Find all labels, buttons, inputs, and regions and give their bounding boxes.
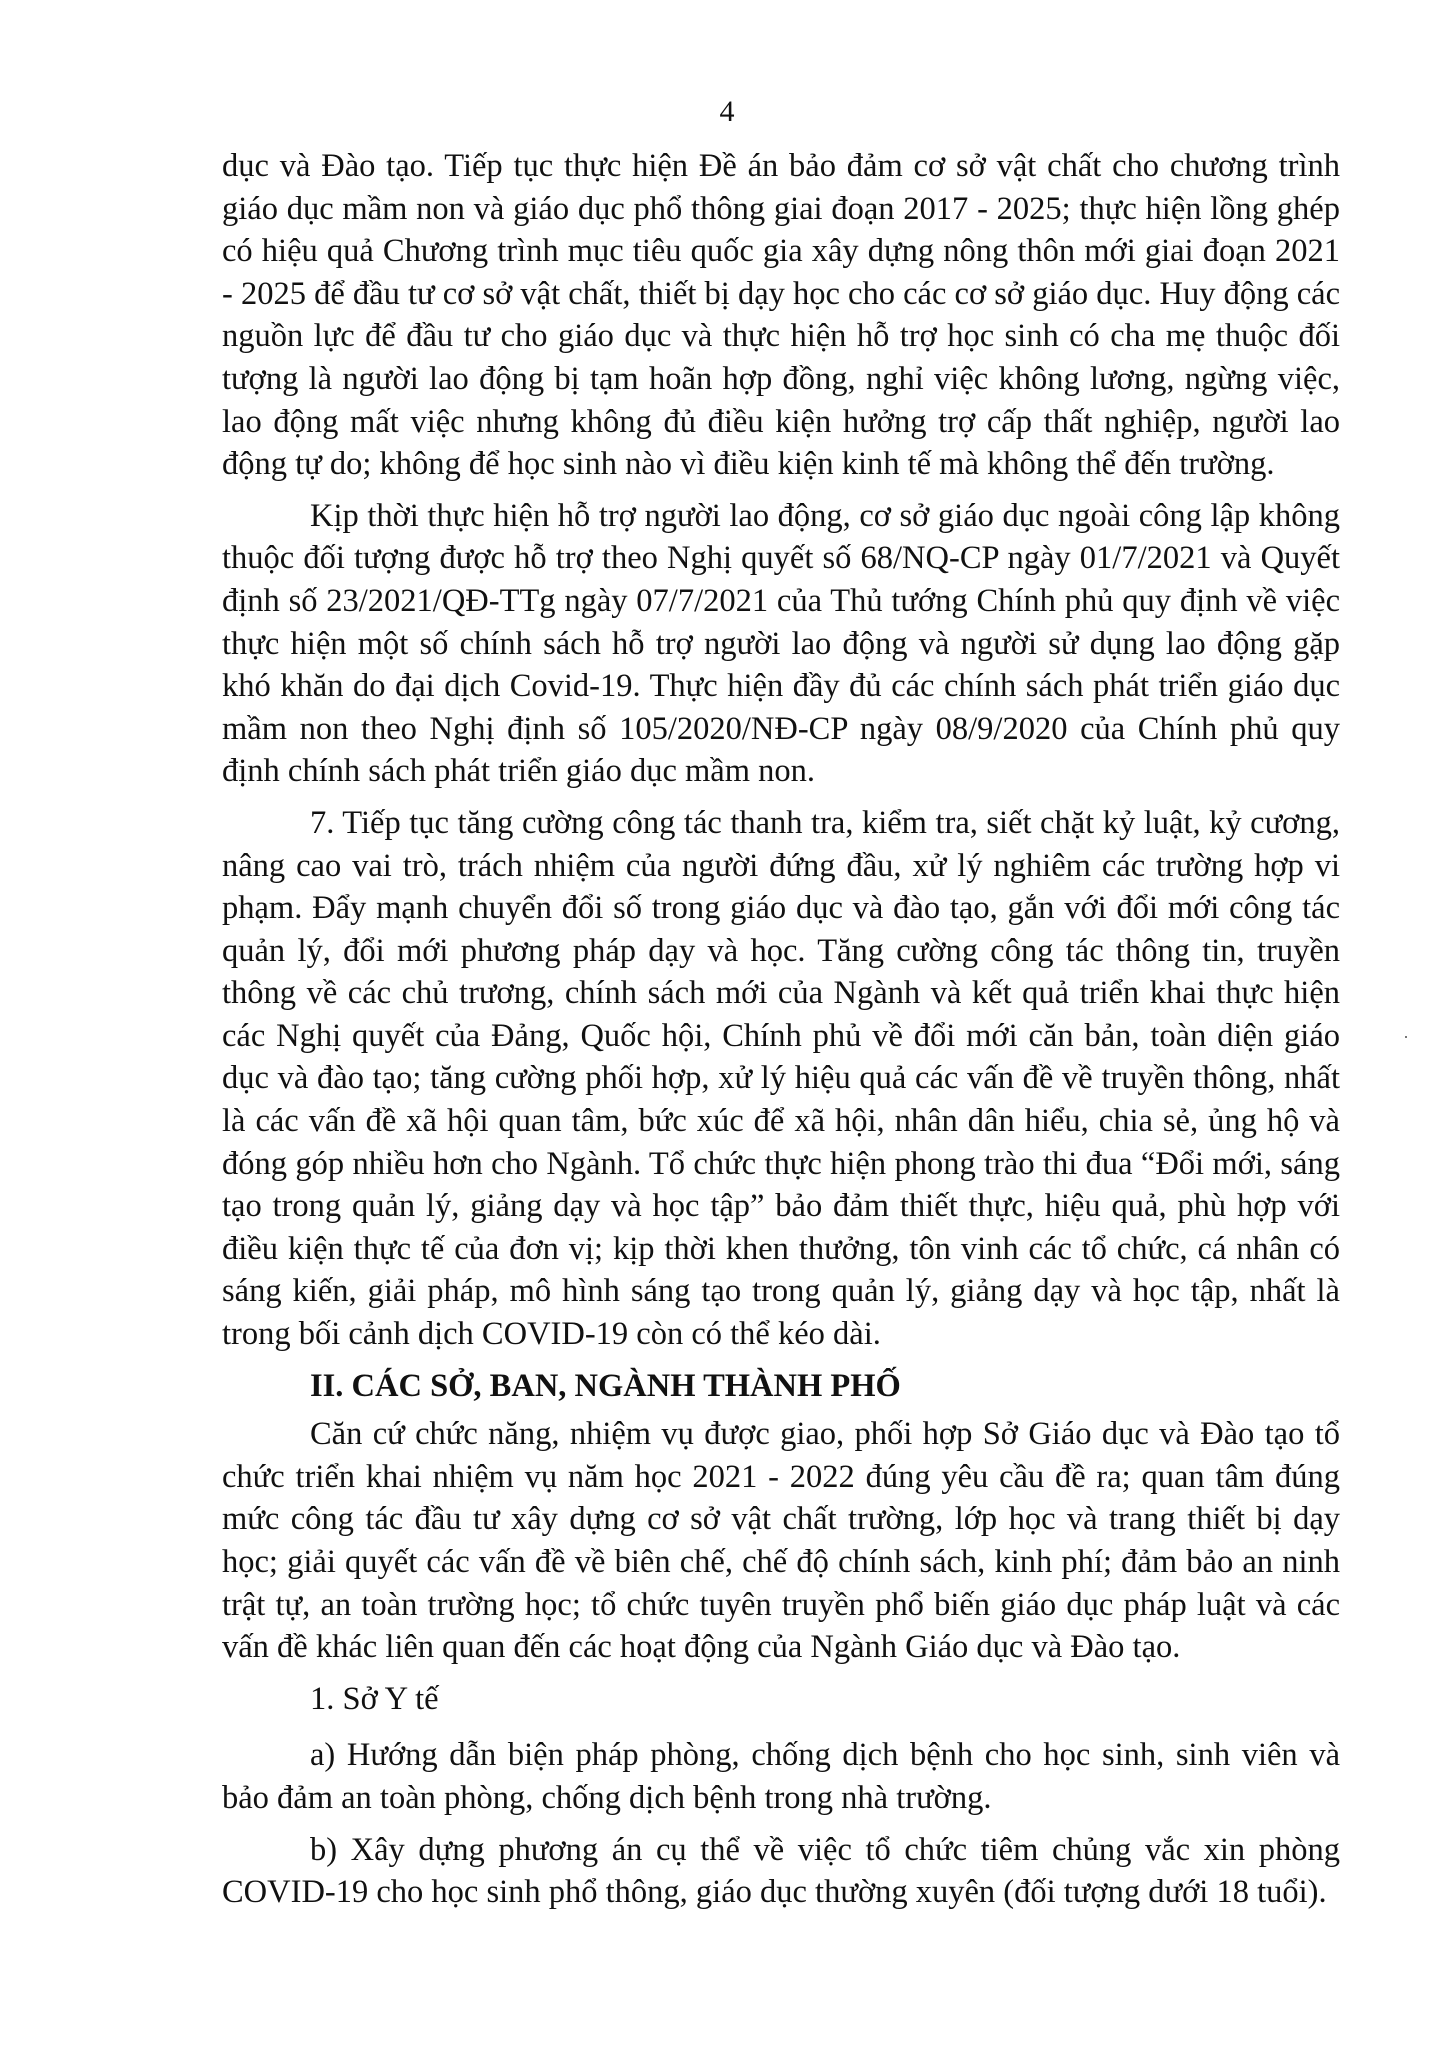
paragraph-item-b: b) Xây dựng phương án cụ thể về việc tổ chức tiêm chủng vắc xin phòng COVID-19 cho học sinh phổ thông, giáo dục thường xuyên (đối tượng dưới 18 tuổi). <box>222 1831 1340 1911</box>
subheading-so-y-te: 1. Sở Y tế <box>310 1680 439 1717</box>
paragraph-item-7: 7. Tiếp tục tăng cường công tác thanh tra, kiểm tra, siết chặt kỷ luật, kỷ cương, nâng cao vai trò, trách nhiệm của người đứng đầu, xử lý nghiêm các trường hợp vi phạm. Đẩy mạnh chuyển đổi số trong giáo dục và đào tạo, gắn với đổi mới công tác quản lý, đổi mới phương pháp dạy và học. Tăng cường công tác thông tin, truyền thông về các chủ trương, chính sách mới của Ngành và kết quả triển khai thực hiện các Nghị quyết của Đảng, Quốc hội, Chính phủ về đổi mới căn bản, toàn diện giáo dục và đào tạo; tăng cường phối hợp, xử lý hiệu quả các vấn đề về truyền thông, nhất là các vấn đề xã hội quan tâm, bức xúc để xã hội, nhân dân hiểu, chia sẻ, ủng hộ và đóng góp nhiều hơn cho Ngành. Tổ chức thực hiện phong trào thi đua “Đổi mới, sáng tạo trong quản lý, giảng dạy và học tập” bảo đảm thiết thực, hiệu quả, phù hợp với điều kiện thực tế của đơn vị; kịp thời khen thưởng, tôn vinh các tổ chức, cá nhân có sáng kiến, giải pháp, mô hình sáng tạo trong quản lý, giảng dạy và học tập, nhất là trong bối cảnh dịch COVID-19 còn có thể kéo dài. <box>222 804 1340 1353</box>
section-heading-ii: II. CÁC SỞ, BAN, NGÀNH THÀNH PHỐ <box>310 1367 901 1404</box>
paragraph-departments: Căn cứ chức năng, nhiệm vụ được giao, phối hợp Sở Giáo dục và Đào tạo tổ chức triển khai nhiệm vụ năm học 2021 - 2022 đúng yêu cầu đề ra; quan tâm đúng mức công tác đầu tư xây dựng cơ sở vật chất trường, lớp học và trang thiết bị dạy học; giải quyết các vấn đề về biên chế, chế độ chính sách, kinh phí; đảm bảo an ninh trật tự, an toàn trường học; tổ chức tuyên truyền phổ biến giáo dục pháp luật và các vấn đề khác liên quan đến các hoạt động của Ngành Giáo dục và Đào tạo. <box>222 1416 1340 1666</box>
scan-speck <box>1405 1036 1407 1038</box>
document-body <box>222 145 1340 1923</box>
paragraph-continuation: dục và Đào tạo. Tiếp tục thực hiện Đề án bảo đảm cơ sở vật chất cho chương trình giáo dục mầm non và giáo dục phổ thông giai đoạn 2017 - 2025; thực hiện lồng ghép có hiệu quả Chương trình mục tiêu quốc gia xây dựng nông thôn mới giai đoạn 2021 - 2025 để đầu tư cơ sở vật chất, thiết bị dạy học cho các cơ sở giáo dục. Huy động các nguồn lực để đầu tư cho giáo dục và thực hiện hỗ trợ học sinh có cha mẹ thuộc đối tượng là người lao động bị tạm hoãn hợp đồng, nghỉ việc không lương, ngừng việc, lao động mất việc nhưng không đủ điều kiện hưởng trợ cấp thất nghiệp, người lao động tự do; không để học sinh nào vì điều kiện kinh tế mà không thể đến trường. <box>222 148 1340 483</box>
paragraph-item-a: a) Hướng dẫn biện pháp phòng, chống dịch bệnh cho học sinh, sinh viên và bảo đảm an toàn phòng, chống dịch bệnh trong nhà trường. <box>222 1737 1340 1816</box>
paragraph-support-workers: Kịp thời thực hiện hỗ trợ người lao động, cơ sở giáo dục ngoài công lập không thuộc đối tượng được hỗ trợ theo Nghị quyết số 68/NQ-CP ngày 01/7/2021 và Quyết định số 23/2021/QĐ-TTg ngày 07/7/2021 của Thủ tướng Chính phủ quy định về việc thực hiện một số chính sách hỗ trợ người lao động và người sử dụng lao động gặp khó khăn do đại dịch Covid-19. Thực hiện đầy đủ các chính sách phát triển giáo dục mầm non theo Nghị định số 105/2020/NĐ-CP ngày 08/9/2020 của Chính phủ quy định chính sách phát triển giáo dục mầm non. <box>222 497 1340 790</box>
page-number: 4 <box>719 95 735 128</box>
